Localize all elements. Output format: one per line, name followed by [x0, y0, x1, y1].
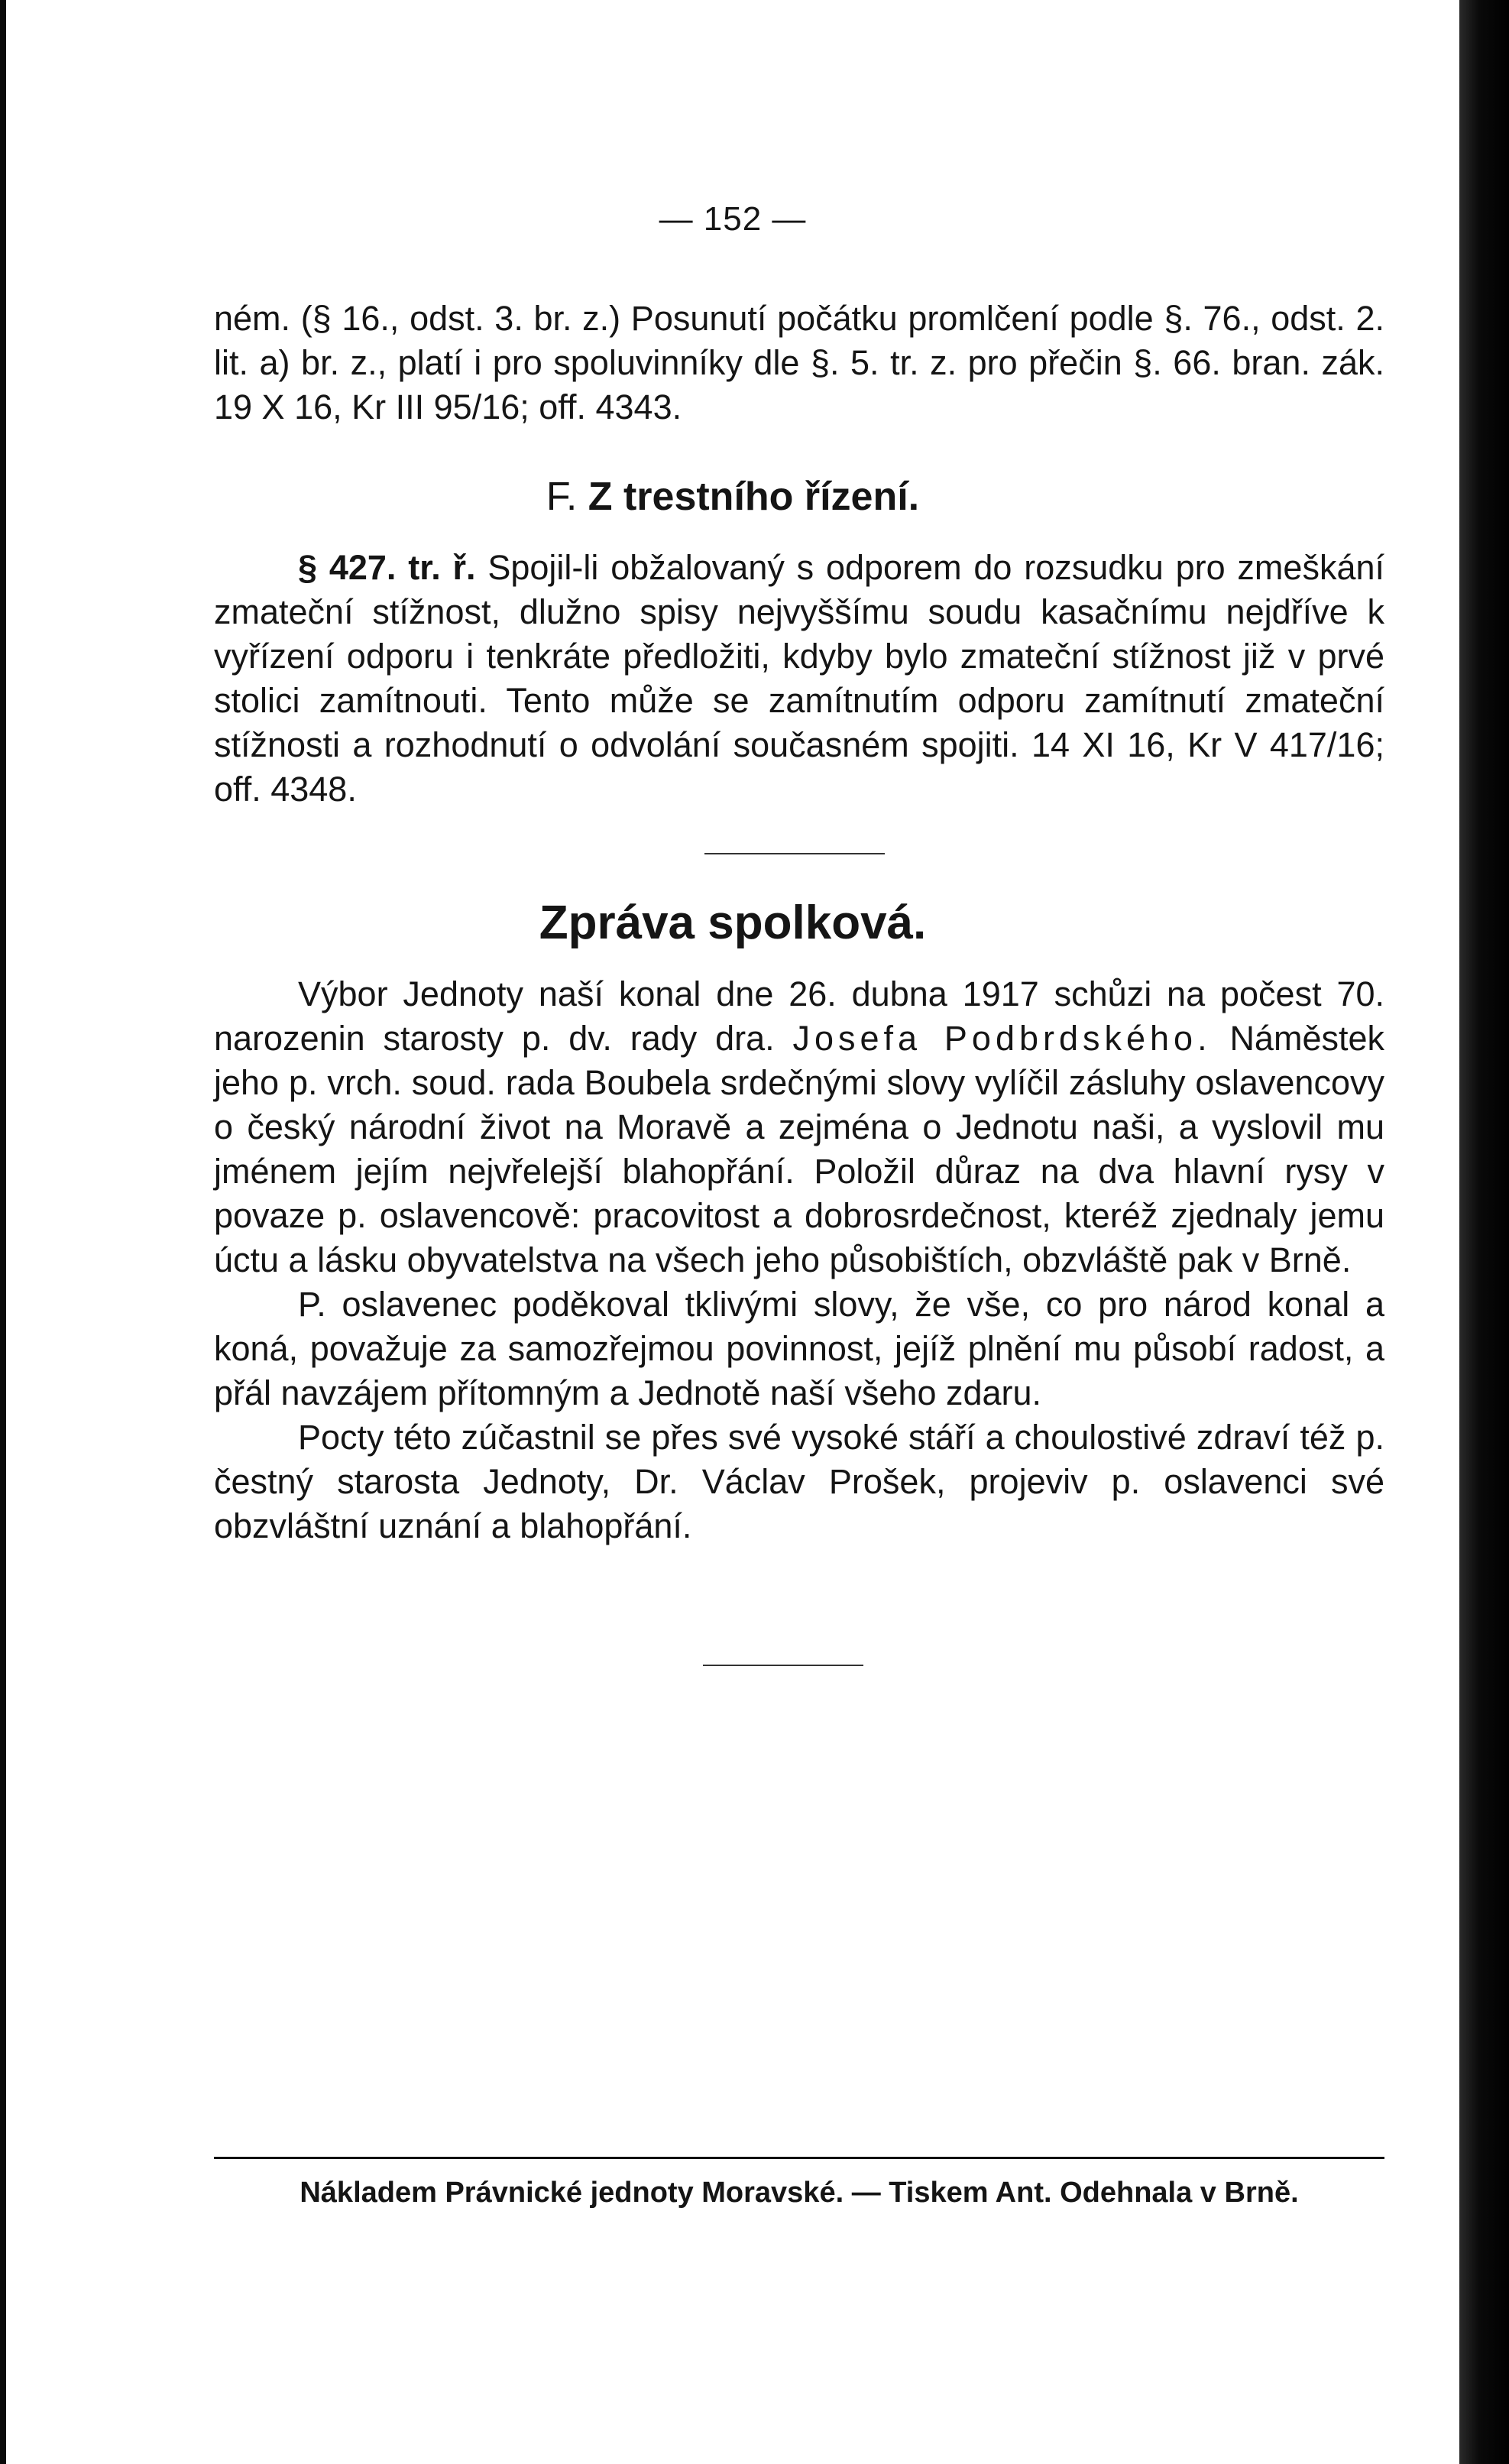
- intro-paragraph-block: [214, 297, 1384, 430]
- news-paragraph-2: P. oslavenec poděkoval tklivými slovy, že vše, co pro národ konal a koná, považuje za samozřejmou povinnost, jejíž plnění mu působí radost, a přál navzájem přítomným a Jednotě naší všeho zdaru.: [214, 1285, 1384, 1412]
- news-paragraph-1-rest: Náměstek jeho p. vrch. soud. rada Boubela srdečnými slovy vylíčil zásluhy oslavencovy o český národní život na Moravě a zejména o Jednotu naši, a vyslovil mu jménem jejím nejvřelejší blahopřání. Položil důraz na dva hlavní rysy v povaze p. oslavencově: pracovitost a dobrosrdečnost, kteréž zjednaly jemu úctu a lásku obyvatelstva na všech jeho působištích, obzvláště pak v Brně.: [214, 1019, 1385, 1279]
- ruling-paragraph: [214, 546, 1384, 812]
- news-block: [214, 972, 1384, 1548]
- news-paragraph-1: [214, 972, 1384, 1282]
- news-title: Zpráva spolková.: [539, 896, 927, 949]
- ruling-block: [214, 546, 1384, 812]
- section-heading: [6, 474, 1459, 520]
- book-binding-edge: [1459, 0, 1509, 2464]
- separator-rule-bottom: [703, 1665, 863, 1666]
- honoree-name: Josefa Podbrdského.: [792, 1019, 1212, 1058]
- page-number: — 152 —: [659, 200, 807, 238]
- book-page: [6, 0, 1459, 2464]
- separator-rule-top: [704, 853, 885, 854]
- section-letter: F.: [546, 475, 578, 519]
- imprint-line: Nákladem Právnické jednoty Moravské. — Tiskem Ant. Odehnala v Brně.: [300, 2177, 1299, 2209]
- ruling-text: Spojil-li obžalovaný s odporem do rozsudku pro zmeškání zmateční stížnost, dlužno spisy nejvyššímu soudu kasačnímu nejdříve k vyřízení odporu i tenkráte předložiti, kdyby bylo zmateční stížnost již v prvé stolici zamítnouti. Tento může se zamítnutím odporu zamítnutí zmateční stížnosti a rozhodnutí o odvolání současném spojiti. 14 XI 16, Kr V 417/16; off. 4348.: [214, 548, 1385, 809]
- imprint-rule: [214, 2157, 1384, 2159]
- intro-paragraph: ném. (§ 16., odst. 3. br. z.) Posunutí počátku promlčení podle §. 76., odst. 2. lit. a) br. z., platí i pro spoluvinníky dle §. 5. tr. z. pro přečin §. 66. bran. zák. 19 X 16, Kr III 95/16; off. 4343.: [214, 299, 1384, 426]
- news-paragraph-1-start: Výbor Jednoty naší konal dne 26. dubna 1917 schůzi na počest 70. narozenin starosty p. dv. rady dra.: [214, 974, 1384, 1058]
- ruling-reference: § 427. tr. ř.: [298, 548, 476, 587]
- news-paragraph-3: Pocty této zúčastnil se přes své vysoké stáří a choulostivé zdraví též p. čestný starosta Jednoty, Dr. Václav Prošek, projeviv p. oslavenci své obzvláštní uznání a blahopřání.: [214, 1418, 1384, 1545]
- section-title: Z trestního řízení.: [588, 475, 920, 519]
